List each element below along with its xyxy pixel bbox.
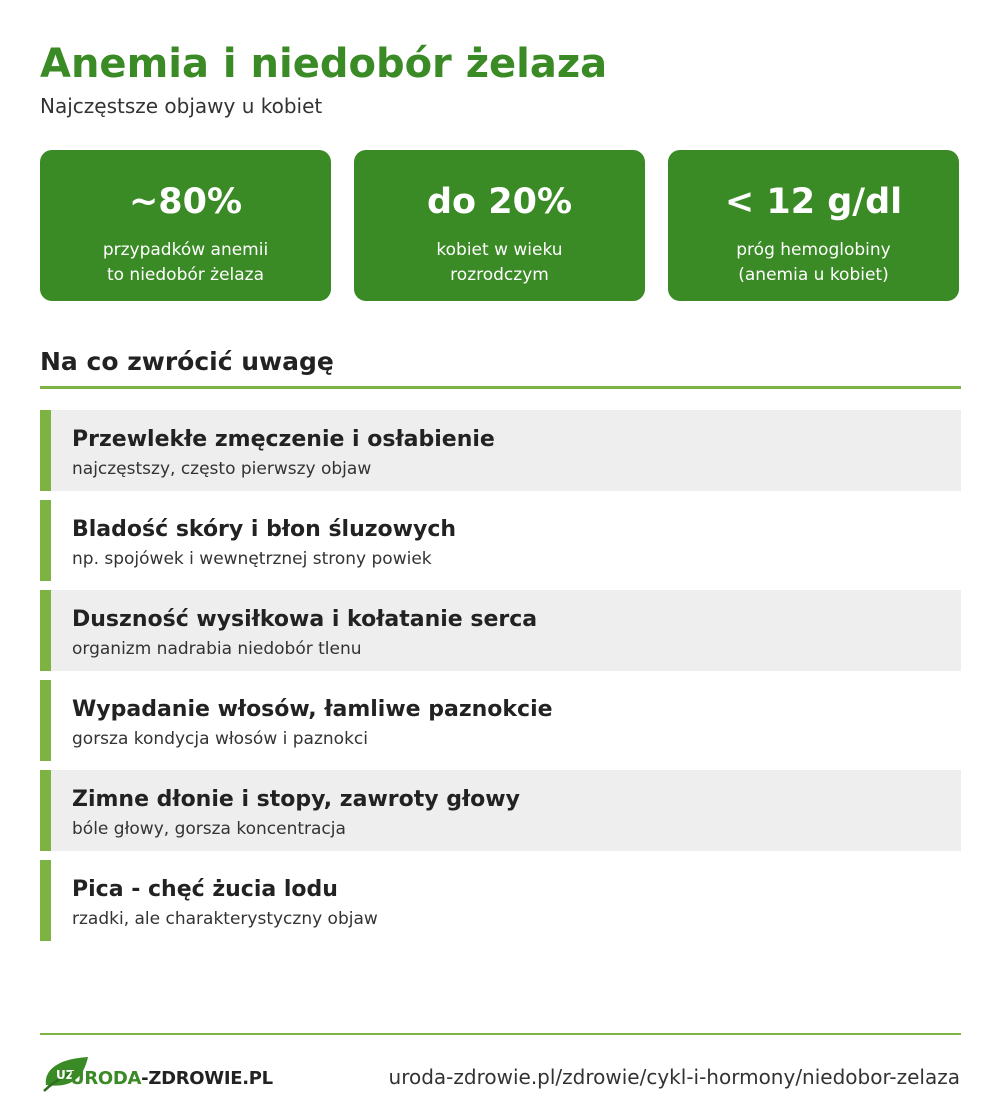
accent-bar (40, 410, 51, 491)
source-url-link[interactable]: uroda-zdrowie.pl/zdrowie/cykl-i-hormony/niedobor-zelaza (388, 1065, 960, 1089)
stat-description-line: kobiet w wieku (436, 240, 563, 260)
site-logo-wordmark[interactable] (70, 1068, 273, 1090)
stat-description (50, 238, 321, 288)
accent-bar (40, 680, 51, 761)
stat-description-line: to niedobór żelaza (106, 265, 265, 285)
symptom-title: Przewlekłe zmęczenie i osłabienie (72, 427, 495, 452)
symptom-title: Zimne dłonie i stopy, zawroty głowy (72, 787, 520, 812)
symptom-note: gorsza kondycja włosów i paznokci (72, 729, 368, 749)
stat-card-hemoglobin-threshold (668, 150, 959, 301)
symptom-title: Duszność wysiłkowa i kołatanie serca (72, 607, 538, 632)
list-item (40, 770, 961, 851)
accent-bar (40, 500, 51, 581)
accent-bar (40, 590, 51, 671)
logo-wordmark-domain: -ZDROWIE.PL (141, 1068, 273, 1089)
stat-card-iron-deficiency-share (40, 150, 331, 301)
stat-description (364, 238, 635, 288)
stat-card-women-affected (354, 150, 645, 301)
symptom-title: Pica - chęć żucia lodu (72, 877, 338, 902)
stat-description-line: przypadków anemii (102, 240, 269, 260)
footer-divider (40, 1033, 961, 1035)
section-divider (40, 386, 961, 389)
section-heading: Na co zwrócić uwagę (40, 347, 334, 376)
stat-description-line: próg hemoglobiny (736, 240, 891, 260)
symptom-title: Bladość skóry i błon śluzowych (72, 517, 457, 542)
symptom-note: rzadki, ale charakterystyczny objaw (72, 909, 378, 929)
stat-value: do 20% (426, 182, 573, 222)
symptom-note: bóle głowy, gorsza koncentracja (72, 819, 346, 839)
stat-description (678, 238, 949, 288)
list-item (40, 590, 961, 671)
symptom-title: Wypadanie włosów, łamliwe paznokcie (72, 697, 553, 722)
accent-bar (40, 860, 51, 941)
symptom-note: np. spojówek i wewnętrznej strony powiek (72, 549, 432, 569)
accent-bar (40, 770, 51, 851)
stat-description-line: (anemia u kobiet) (738, 265, 889, 285)
symptom-note: organizm nadrabia niedobór tlenu (72, 639, 362, 659)
list-item (40, 410, 961, 491)
logo-wordmark-brand: URODA (70, 1068, 142, 1089)
stat-value: < 12 g/dl (724, 182, 903, 222)
stat-description-line: rozrodczym (450, 265, 549, 285)
list-item (40, 500, 961, 581)
stat-value: ~80% (128, 182, 243, 222)
logo-badge: UZ (56, 1068, 75, 1082)
list-item (40, 680, 961, 761)
symptom-note: najczęstszy, często pierwszy objaw (72, 459, 372, 479)
page-title: Anemia i niedobór żelaza (40, 41, 608, 87)
list-item (40, 860, 961, 941)
page-subtitle: Najczęstsze objawy u kobiet (40, 94, 323, 118)
symptom-list (40, 410, 961, 950)
